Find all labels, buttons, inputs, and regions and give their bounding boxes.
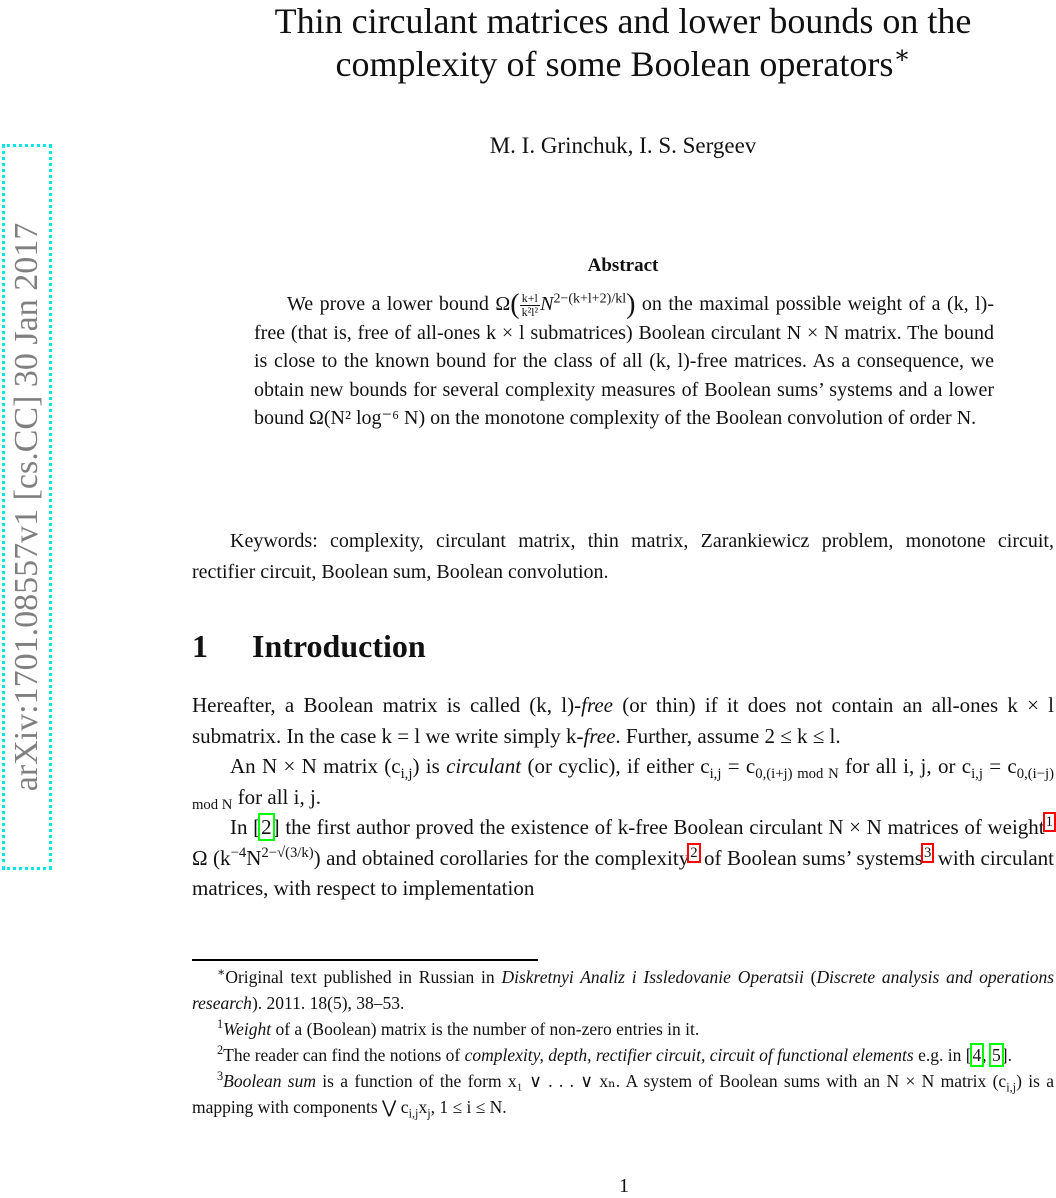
section-heading-introduction xyxy=(192,628,426,665)
title-line-1: Thin circulant matrices and lower bounds on the xyxy=(274,1,972,41)
footnotes xyxy=(192,964,1054,1120)
footnote-link-3[interactable]: 3 xyxy=(923,844,932,861)
citation-link-4[interactable]: 4 xyxy=(972,1045,982,1065)
arxiv-identifier-stamp[interactable] xyxy=(2,144,52,870)
arxiv-identifier-text: arXiv:1701.08557v1 [cs.CC] 30 Jan 2017 xyxy=(8,222,45,792)
paper-title xyxy=(190,0,1056,86)
footnote-2: $^2$The reader can find the notions of complexity, depth, rectifier circuit, circuit of functional elements e.g. in [4, 5]. xyxy=(217,1043,1012,1065)
section-title: Introduction xyxy=(252,628,426,664)
abstract-fraction: $\frac{k+l}{\text{k²l²}}$ xyxy=(521,290,539,319)
introduction-body xyxy=(192,690,1054,904)
paragraph-1: Hereafter, a Boolean matrix is called (k, l)-free (or thin) if it does not contain an all-ones k × l submatrix. In the case k = l we write simply k-free. Further, assume 2 ≤ k ≤ l. xyxy=(192,693,1054,748)
footnote-star: ∗Original text published in Russian in Diskretnyi Analiz i Issledovanie Operatsii (Discrete analysis and operations research). 2011. 18(5), 38–53. xyxy=(192,965,1055,1013)
page-number: 1 xyxy=(619,1175,629,1197)
footnote-1: $^1$Weight of a (Boolean) matrix is the number of non-zero entries in it. xyxy=(217,1017,700,1039)
footnote-3: $^3$Boolean sum is a function of the form x₁ ∨ . . . ∨ xₙ. A system of Boolean sums with an N × N matrix $(c_{i,j})$ is a mapping with components ⋁ $c_{i,j}x_j$, 1 ≤ i ≤ N. xyxy=(192,1069,1054,1121)
citation-link-2[interactable]: 2 xyxy=(261,815,272,839)
footnote-link-1[interactable]: 1 xyxy=(1045,814,1053,830)
abstract-heading: Abstract xyxy=(587,255,659,276)
paragraph-2: An N × N matrix $(c_{i,j})$ is circulant (or cyclic), if either $c_{i,j} = c_{0,(i+j) mod N}$ for all i, j, or $c_{i,j} = c_{0,(i-j) mod N}$ for all i, j. xyxy=(192,754,1054,813)
paragraph-3: In [2] the first author proved the existence of k-free Boolean circulant N × N matrices of weight$^1$ Ω $(k^{-4}N^{2-√(3/k)})$ and obtained corollaries for the complexity$^2$ of Boolean sums’ systems$^3$ with circulant matrices, with respect to implementation xyxy=(192,814,1054,900)
citation-link-5[interactable]: 5 xyxy=(992,1045,1001,1065)
title-footnote-mark: ∗ xyxy=(893,42,911,69)
authors: M. I. Grinchuk, I. S. Sergeev xyxy=(489,133,757,158)
title-line-2: complexity of some Boolean operators∗ xyxy=(335,42,911,84)
abstract-text: We prove a lower bound Ω( $\frac{k+l}{\text{k²l²}}$ $N^{2-(k+l+2)/kl}$) on the maximal possible weight of a (k, l)-free (that is, free of all-ones k × l submatrices) Boolean circulant N × N matrix. The bound is close to the known bound for the class of all (k, l)-free matrices. As a consequence, we obtain new bounds for several complexity measures of Boolean sums’ systems and a lower bound Ω(N² log⁻⁶ N) on the monotone complexity of the Boolean convolution of order N. xyxy=(254,289,995,429)
footnote-link-2[interactable]: 2 xyxy=(690,844,698,861)
keywords: Keywords: complexity, circulant matrix, thin matrix, Zarankiewicz problem, monotone circuit, rectifier circuit, Boolean sum, Boolean convolution. xyxy=(192,530,1054,583)
section-number: 1 xyxy=(192,628,208,664)
footnote-divider xyxy=(192,959,538,961)
